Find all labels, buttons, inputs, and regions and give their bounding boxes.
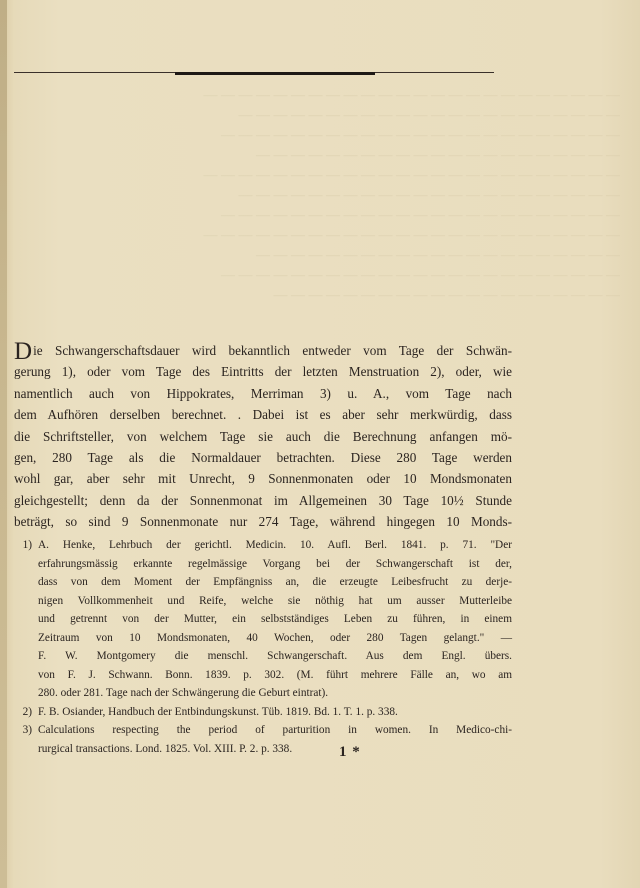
body-line: gleichgestellt; denn da der Sonnenmonat im Allgemeinen 30 Tage 10½ Stunde xyxy=(14,492,512,508)
body-line: ie Schwangerschaftsdauer wird bekanntlich entweder vom Tage der Schwän- xyxy=(33,343,512,358)
footnote-line: nigen Vollkommenheit und Reife, welche sie nöthig hat um ausser Mutterleibe xyxy=(38,594,512,607)
signature-mark: 1 * xyxy=(339,744,361,760)
body-line: gen, 280 Tage als die Normaldauer betrachten. Diese 280 Tage werden xyxy=(14,450,512,466)
footnote-number: 2) xyxy=(22,705,32,718)
header-rule-center xyxy=(175,72,375,75)
footnote-line: dass von dem Moment der Empfängniss an, die erzeugte Leibesfrucht zu derje- xyxy=(38,576,512,588)
footnote-1 xyxy=(14,536,512,703)
footnote-2 xyxy=(14,703,512,722)
footnote-line: F. B. Osiander, Handbuch der Entbindungskunst. Tüb. 1819. Bd. 1. T. 1. p. 338. xyxy=(38,705,398,718)
footnote-line: rurgical transactions. Lond. 1825. Vol. XIII. P. 2. p. 338. xyxy=(38,742,293,755)
footnote-line: und getrennt von der Mutter, ein selbstständiges Leben zu führen, in einem xyxy=(38,613,512,625)
footnote-line: von F. J. Schwann. Bonn. 1839. p. 302. (M. führt mehrere Fälle an, wo am xyxy=(38,668,512,681)
footnote-line: Zeitraum von 10 Mondsmonaten, 40 Wochen, oder 280 Tagen gelangt." — xyxy=(38,631,512,644)
body-line: gerung 1), oder vom Tage des Eintritts der letzten Menstruation 2), oder, wie xyxy=(14,364,512,380)
footnote-3 xyxy=(14,721,512,758)
footnote-line: erfahrungsmässig erkannte regelmässige Vorgang bei der Schwangerschaft ist der, xyxy=(38,557,512,570)
footnote-text xyxy=(38,536,512,703)
footnote-line: A. Henke, Lehrbuch der gerichtl. Medicin. 10. Aufl. Berl. 1841. p. 71. "Der xyxy=(38,539,512,551)
footnote-line: F. W. Montgomery die menschl. Schwangerschaft. Aus dem Engl. übers. xyxy=(38,650,512,662)
bleed-through-text: — — — — — — — — — — — — — — — — — — — — — — — — — — — — — — — — — — — — — — — — — — — — — — — — — — — — — — — — — — — — — — — — — — — — — — — — — — — — — — — — — — — — — — — — — — — — — — — — — — — — — — — — — — — — — — — — — — — — — — — — — — — — — — — — — — — — — — — — — — — — — — — — — — — — — — — — — — — — — — — — — — — — — — — — — — — — — — — — — — — — — — — — — — — — — — — — — — — — — — — — — — — — — — — — — — — — — — — — — — — — — — — — — — — — — — — — — — — — — — — — — — — — — — — xyxy=(203,88,620,303)
body-line: wohl gar, aber sehr mit Unrecht, 9 Sonnenmonaten oder 10 Mondsmonaten xyxy=(14,471,512,487)
body-line: die Schriftsteller, von welchem Tage sie auch die Berechnung anfangen mö- xyxy=(14,428,512,444)
footnote-line: 280. oder 281. Tage nach der Schwängerung die Geburt eintrat). xyxy=(38,687,329,699)
footnotes xyxy=(14,536,512,758)
body-line: dem Aufhören derselben berechnet. . Dabei ist es aber sehr merkwürdig, dass xyxy=(14,407,512,423)
footnote-number: 3) xyxy=(22,724,32,736)
body-line: beträgt, so sind 9 Sonnenmonate nur 274 Tage, während hingegen 10 Monds- xyxy=(14,514,512,530)
footnote-number: 1) xyxy=(22,539,32,551)
page-binding-edge xyxy=(0,0,7,888)
footnote-line: Calculations respecting the period of parturition in women. In Medico-chi- xyxy=(38,724,512,736)
drop-cap: D xyxy=(14,338,33,365)
main-paragraph xyxy=(14,340,512,533)
body-line: namentlich auch von Hippokrates, Merriman 3) u. A., vom Tage nach xyxy=(14,385,512,401)
footnote-text xyxy=(38,703,512,722)
footnote-text xyxy=(38,721,512,758)
